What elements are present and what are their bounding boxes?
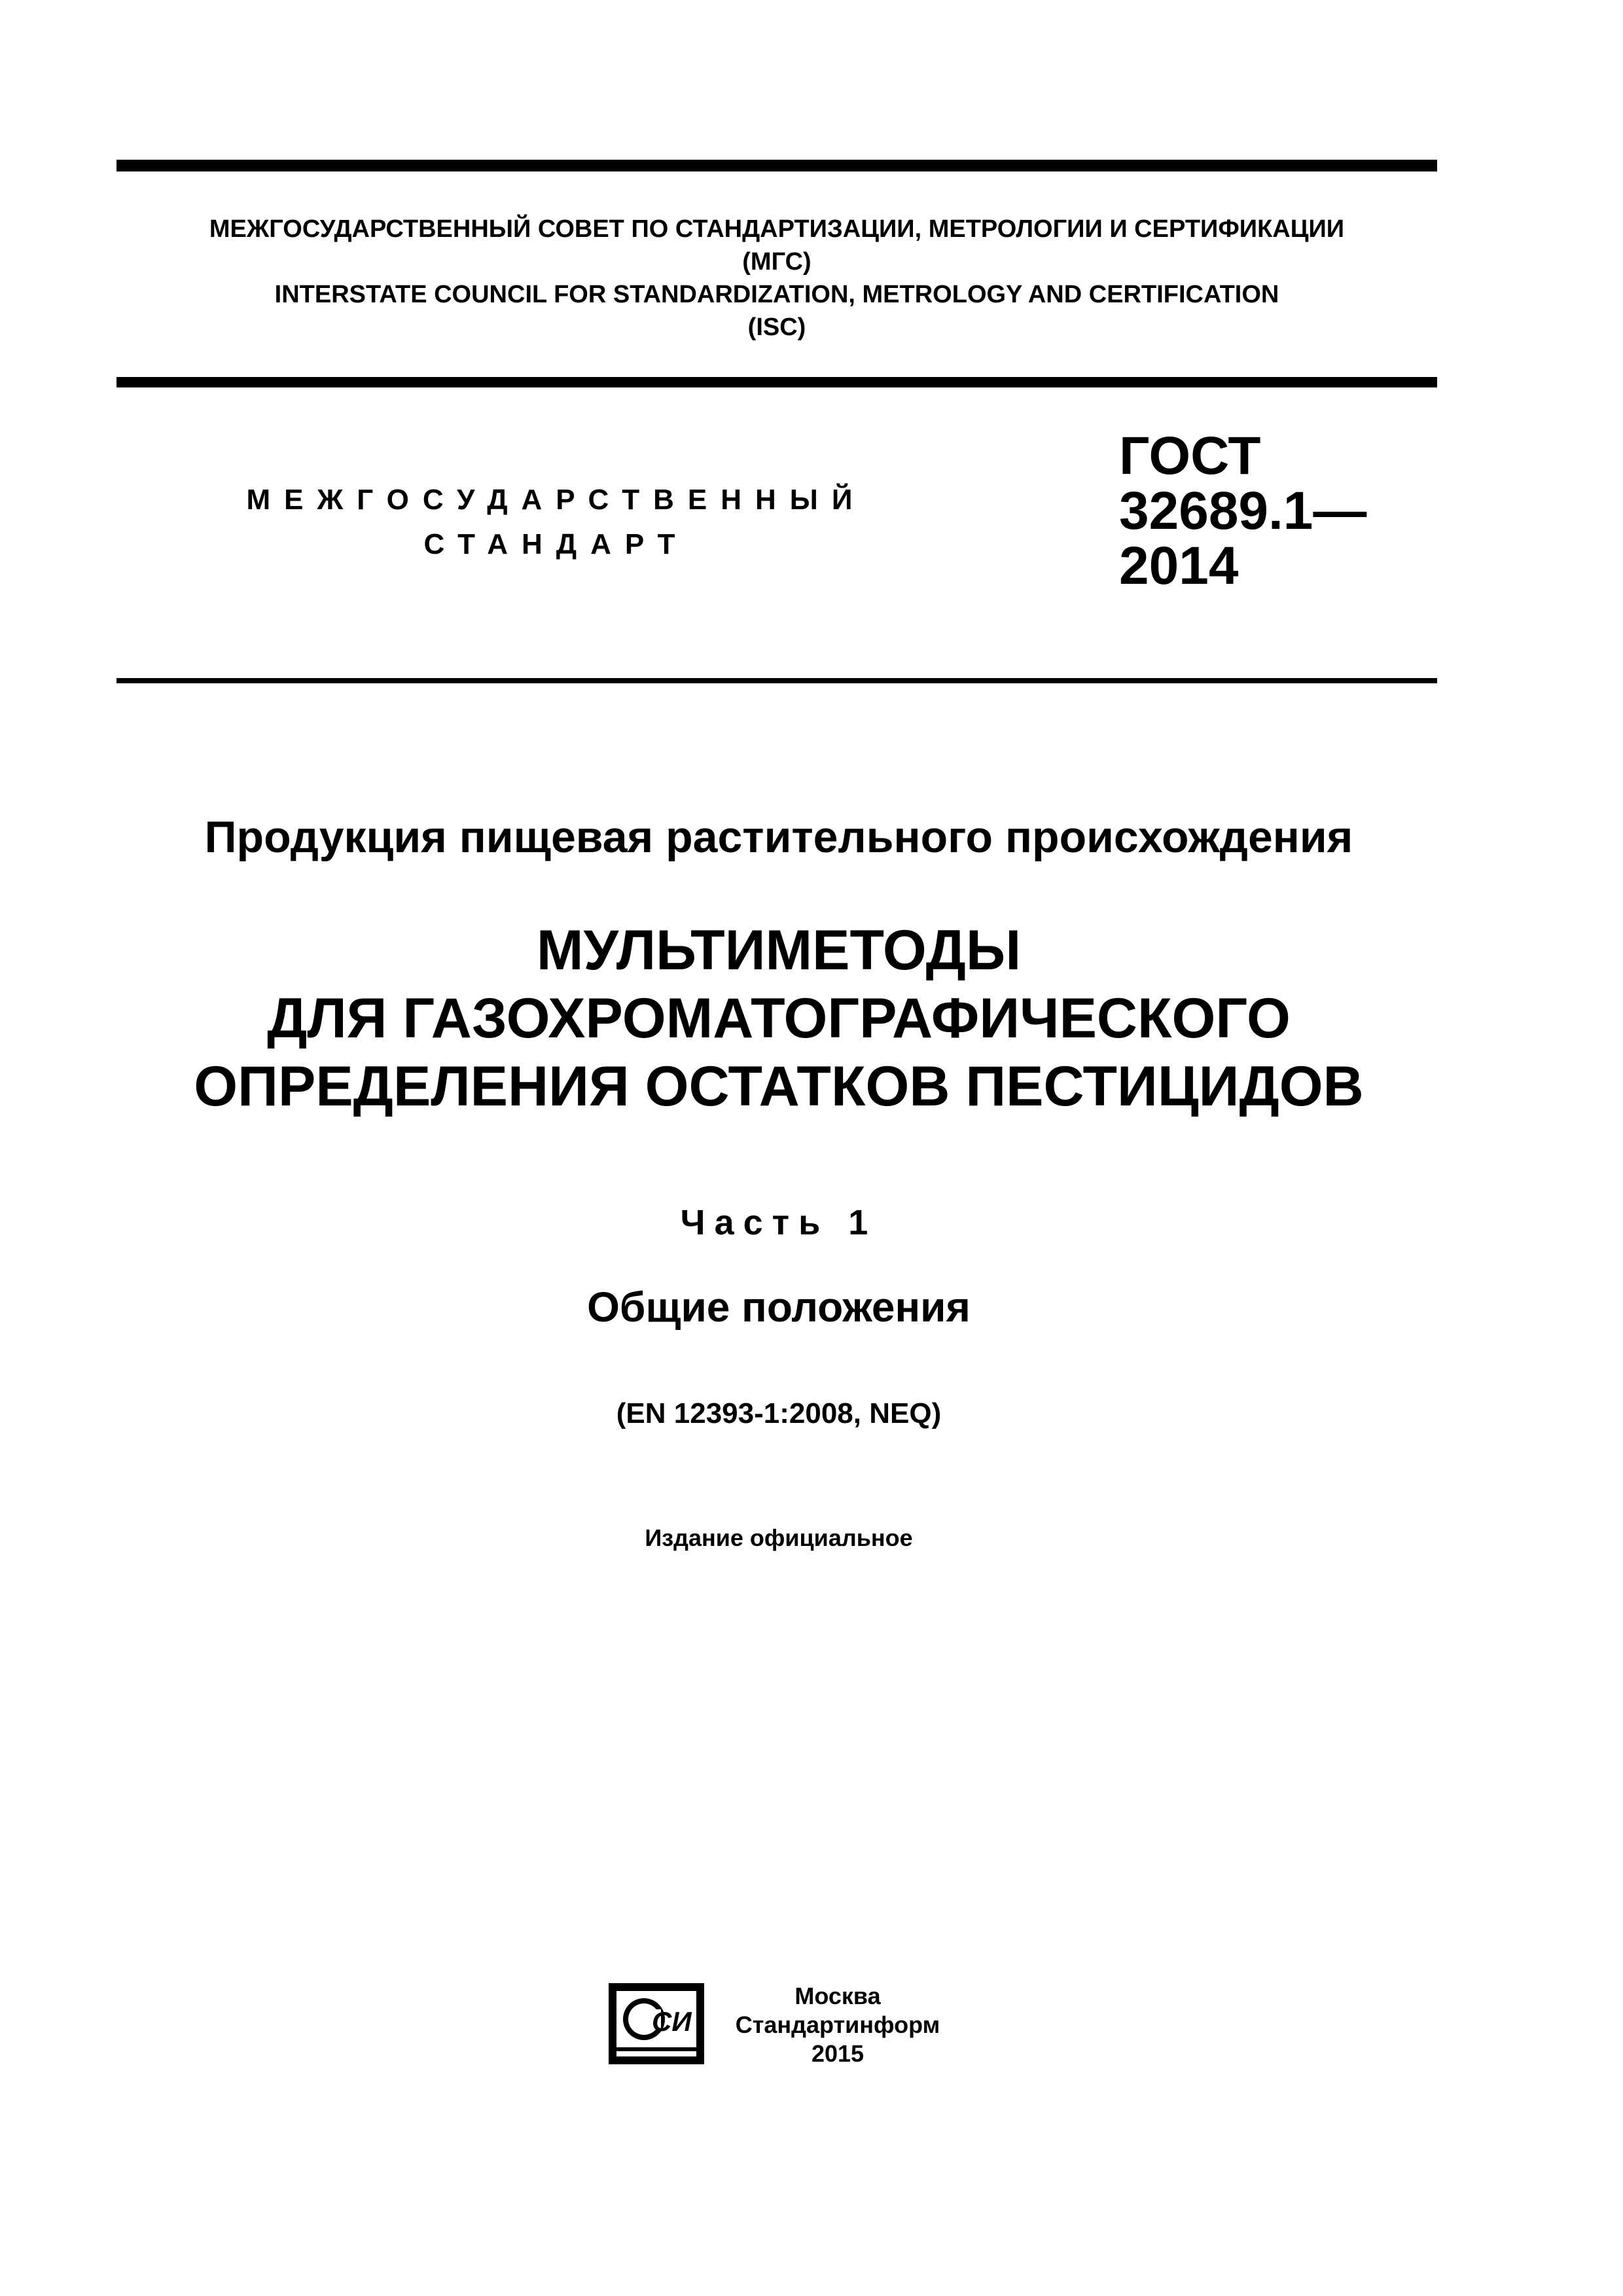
title-line-1: МУЛЬТИМЕТОДЫ: [536, 919, 1022, 982]
part-number: Часть 1: [680, 1203, 878, 1242]
standard-type-line-2: СТАНДАРТ: [423, 528, 689, 560]
publisher-block: [720, 1982, 955, 2068]
council-divider: [116, 377, 1437, 387]
document-subject: Продукция пищевая растительного происхождения: [204, 812, 1353, 862]
part-title: Общие положения: [587, 1283, 971, 1331]
publisher-name: Стандартинформ: [735, 2011, 940, 2038]
publisher-city: Москва: [794, 1982, 881, 2009]
council-abbr-ru: (МГС): [742, 248, 812, 276]
council-abbr-en: (ISC): [747, 314, 806, 341]
title-line-2: ДЛЯ ГАЗОХРОМАТОГРАФИЧЕСКОГО: [267, 987, 1291, 1050]
standard-type-line-1: МЕЖГОСУДАРСТВЕННЫЙ: [246, 484, 866, 516]
international-reference: (EN 12393-1:2008, NEQ): [616, 1397, 942, 1429]
designation-prefix: ГОСТ: [1119, 426, 1261, 486]
logo-lettering: СИ: [652, 2006, 692, 2037]
designation-year: 2014: [1119, 536, 1239, 596]
edition-note: Издание официальное: [645, 1524, 913, 1551]
standard-designation: [1119, 426, 1420, 596]
council-name-en: INTERSTATE COUNCIL FOR STANDARDIZATION, METROLOGY AND CERTIFICATION: [274, 281, 1279, 308]
top-divider: [116, 160, 1437, 171]
header-divider: [116, 678, 1437, 683]
document-title: [65, 916, 1492, 1121]
standartinform-logo-icon: [609, 1983, 704, 2064]
publisher-year: 2015: [811, 2040, 865, 2067]
council-header: [116, 213, 1437, 344]
title-line-3: ОПРЕДЕЛЕНИЯ ОСТАТКОВ ПЕСТИЦИДОВ: [194, 1055, 1364, 1118]
standard-type: [196, 478, 916, 567]
designation-number: 32689.1—: [1119, 481, 1367, 541]
council-name-ru: МЕЖГОСУДАРСТВЕННЫЙ СОВЕТ ПО СТАНДАРТИЗАЦИИ, МЕТРОЛОГИИ И СЕРТИФИКАЦИИ: [209, 215, 1345, 243]
